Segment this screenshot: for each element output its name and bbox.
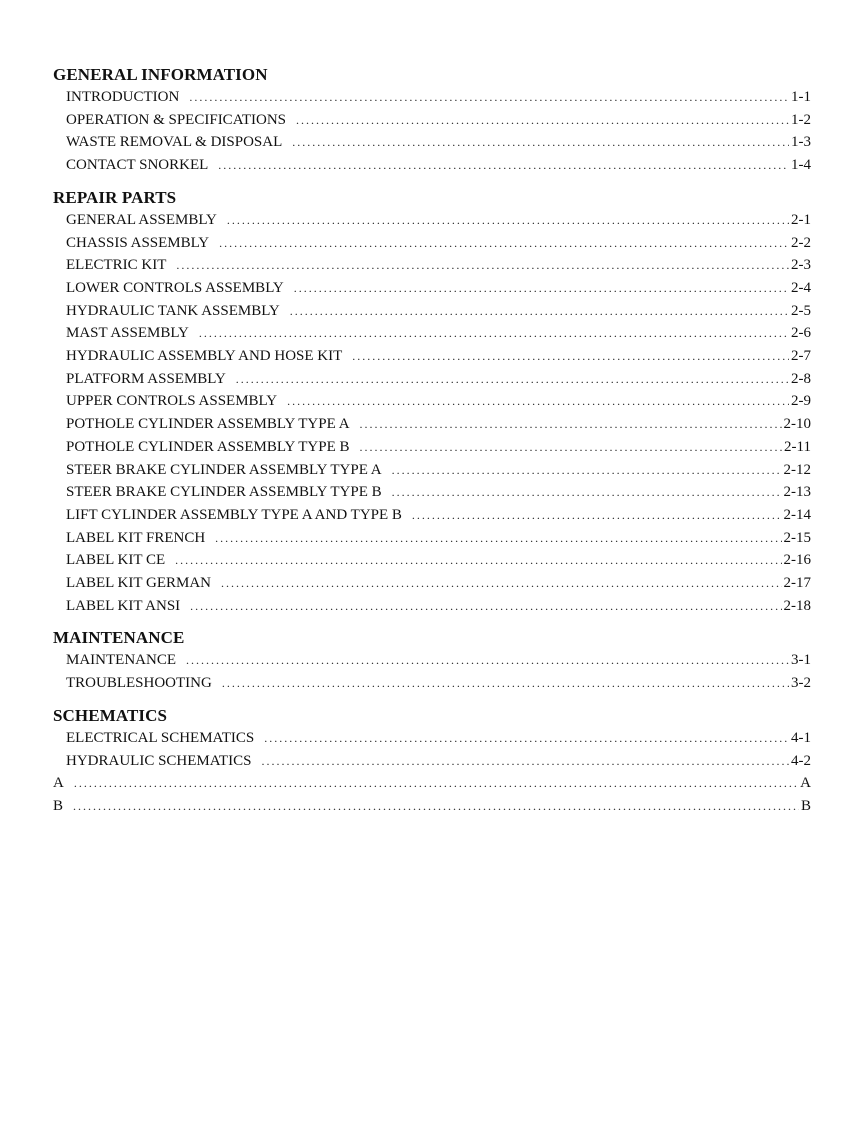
toc-entry-label: A [53,775,64,792]
toc-entry-label: LABEL KIT FRENCH [66,529,206,546]
dot-leader [227,209,789,232]
toc-entry-electrical-schematics[interactable] [53,727,811,750]
toc-entry-troubleshooting[interactable] [53,672,811,695]
toc-entry-label-kit-german[interactable] [53,572,811,595]
toc-entry-a[interactable] [53,772,811,795]
toc-entry-page-number: 2-6 [791,325,811,342]
dot-leader [199,322,789,345]
dot-leader [294,277,789,300]
toc-section-repair-parts [53,187,811,618]
toc-entry-chassis-assembly[interactable] [53,232,811,255]
toc-entry-page-number: 2-10 [783,416,811,433]
toc-entry-label: MAST ASSEMBLY [66,325,189,342]
toc-entry-page-number: 2-17 [783,575,811,592]
toc-entry-label: UPPER CONTROLS ASSEMBLY [66,393,278,410]
toc-entry-page-number: 2-4 [791,279,811,296]
toc-entry-general-assembly[interactable] [53,209,811,232]
toc-entry-hydraulic-tank-assembly[interactable] [53,300,811,323]
toc-entry-page-number: 2-18 [783,597,811,614]
toc-entry-page-number: 2-7 [791,348,811,365]
toc-entry-label: GENERAL ASSEMBLY [66,211,217,228]
toc-entry-page-number: 3-2 [791,675,811,692]
dot-leader [190,595,781,618]
toc-entry-page-number: 2-9 [791,393,811,410]
toc-entry-introduction[interactable] [53,86,811,109]
toc-entry-waste-removal-and-disposal[interactable] [53,131,811,154]
dot-leader [296,109,789,132]
dot-leader [221,572,782,595]
toc-entry-page-number: 2-16 [783,552,811,569]
dot-leader [236,368,789,391]
toc-entry-label: HYDRAULIC SCHEMATICS [66,752,252,769]
toc-entry-operation-and-specifications[interactable] [53,109,811,132]
toc-section-maintenance [53,627,811,694]
toc-entry-label-kit-french[interactable] [53,527,811,550]
toc-entry-label: LABEL KIT CE [66,552,166,569]
dot-leader [261,750,789,773]
toc-entry-page-number: 4-1 [791,729,811,746]
toc-entry-label: CONTACT SNORKEL [66,157,209,174]
toc-entry-hydraulic-schematics[interactable] [53,750,811,773]
toc-entry-label: PLATFORM ASSEMBLY [66,370,226,387]
toc-section-general-information [53,64,811,177]
section-heading: REPAIR PARTS [53,187,177,207]
toc-entry-page-number: 1-1 [791,89,811,105]
dot-leader [290,300,789,323]
toc-sections [53,64,811,772]
dot-leader [264,727,789,750]
toc-entry-page-number: 1-3 [791,134,811,151]
dot-leader [176,254,789,277]
toc-entry-maintenance[interactable] [53,649,811,672]
toc-entry-pothole-cylinder-assembly-type-b[interactable] [53,436,811,459]
toc-entry-label: INTRODUCTION [66,89,180,105]
toc-section-schematics [53,705,811,772]
toc-entry-upper-controls-assembly[interactable] [53,390,811,413]
dot-leader [222,672,789,695]
dot-leader [412,504,782,527]
toc-entry-label: TROUBLESHOOTING [66,675,212,692]
toc-entry-hydraulic-assembly-and-hose-kit[interactable] [53,345,811,368]
dot-leader [218,154,789,177]
section-heading: SCHEMATICS [53,705,168,725]
toc-entry-label: STEER BRAKE CYLINDER ASSEMBLY TYPE B [66,484,382,501]
toc-entry-steer-brake-cylinder-assembly-type-b[interactable] [53,481,811,504]
dot-leader [392,459,782,482]
toc-entry-label: WASTE REMOVAL & DISPOSAL [66,134,283,151]
dot-leader [287,390,789,413]
dot-leader [352,345,789,368]
toc-entry-page-number: 2-11 [784,438,811,455]
toc-entry-label: POTHOLE CYLINDER ASSEMBLY TYPE B [66,438,350,455]
toc-entry-b[interactable] [53,795,811,818]
toc-entry-page-number: 4-2 [791,752,811,769]
toc-entry-page-number: 3-1 [791,652,811,669]
toc-entry-page-number: 2-1 [791,211,811,228]
dot-leader [74,772,798,795]
toc-entry-page-number: 2-5 [791,302,811,319]
toc-entry-label: ELECTRICAL SCHEMATICS [66,729,255,746]
toc-entry-contact-snorkel[interactable] [53,154,811,177]
toc-entry-page-number: B [800,797,811,814]
toc-entry-steer-brake-cylinder-assembly-type-a[interactable] [53,459,811,482]
dot-leader [189,86,789,109]
toc-entry-page-number: 2-8 [791,370,811,387]
toc-entry-mast-assembly[interactable] [53,322,811,345]
toc-entry-label: ELECTRIC KIT [66,257,167,274]
toc-entry-page-number: 2-13 [783,484,811,501]
toc-entry-label: LABEL KIT ANSI [66,597,181,614]
dot-leader [219,232,789,255]
dot-leader [215,527,781,550]
table-of-contents [53,64,811,818]
dot-leader [186,649,789,672]
dot-leader [360,413,782,436]
toc-entry-pothole-cylinder-assembly-type-a[interactable] [53,413,811,436]
dot-leader [175,549,781,572]
dot-leader [292,131,789,154]
dot-leader [73,795,799,818]
toc-extra-entries [53,772,811,817]
toc-entry-label: LABEL KIT GERMAN [66,575,211,592]
toc-entry-page-number: 2-2 [791,234,811,251]
toc-entry-page-number: 2-12 [783,461,811,478]
toc-entry-page-number: 1-2 [791,111,811,128]
toc-entry-page-number: 2-3 [791,257,811,274]
toc-entry-label: CHASSIS ASSEMBLY [66,234,210,251]
toc-entry-label: POTHOLE CYLINDER ASSEMBLY TYPE A [66,416,350,433]
section-heading: GENERAL INFORMATION [53,65,268,84]
toc-entry-label-kit-ce[interactable] [53,549,811,572]
toc-entry-label: MAINTENANCE [66,652,176,669]
toc-entry-lower-controls-assembly[interactable] [53,277,811,300]
toc-entry-lift-cylinder-assembly-type-a-and-type-b[interactable] [53,504,811,527]
toc-entry-label: STEER BRAKE CYLINDER ASSEMBLY TYPE A [66,461,382,478]
toc-entry-label-kit-ansi[interactable] [53,595,811,618]
toc-entry-page-number: A [800,775,811,792]
toc-entry-label: HYDRAULIC TANK ASSEMBLY [66,302,280,319]
toc-entry-label: OPERATION & SPECIFICATIONS [66,111,287,128]
toc-entry-label: LIFT CYLINDER ASSEMBLY TYPE A AND TYPE B [66,506,402,523]
toc-entry-label: HYDRAULIC ASSEMBLY AND HOSE KIT [66,348,343,365]
toc-entry-electric-kit[interactable] [53,254,811,277]
toc-entry-label: B [53,797,64,814]
dot-leader [360,436,783,459]
toc-entry-page-number: 2-14 [783,506,811,523]
toc-entry-platform-assembly[interactable] [53,368,811,391]
toc-entry-page-number: 1-4 [791,157,811,174]
toc-entry-label: LOWER CONTROLS ASSEMBLY [66,279,284,296]
toc-entry-page-number: 2-15 [783,529,811,546]
section-heading: MAINTENANCE [53,628,185,648]
dot-leader [392,481,782,504]
